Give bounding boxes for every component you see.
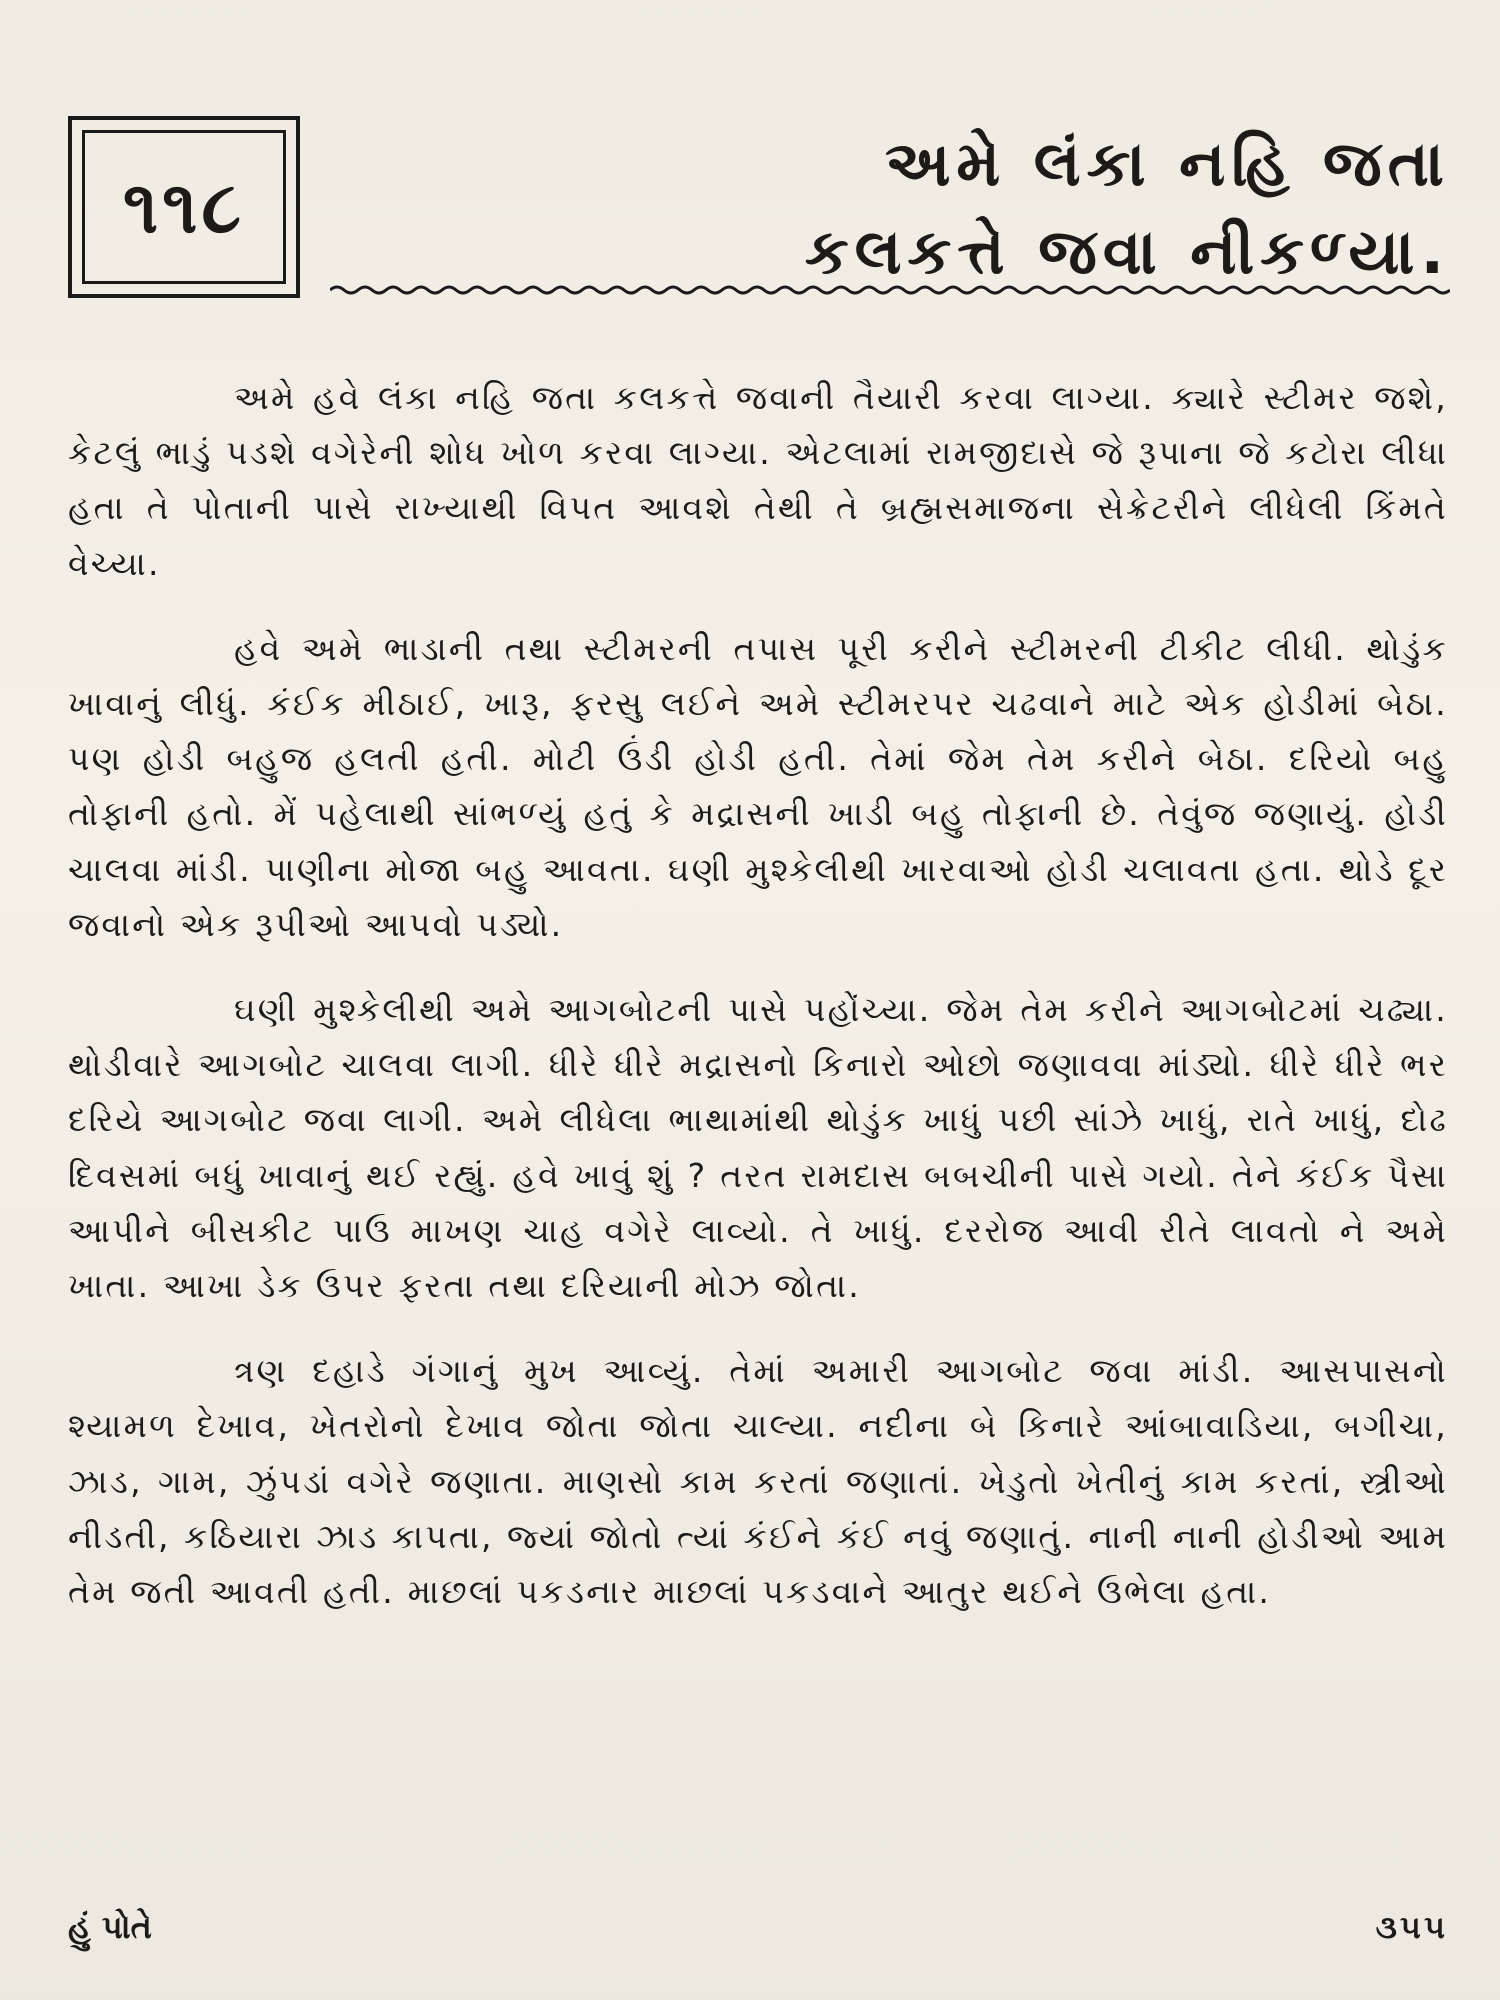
chapter-number-box [68,116,300,298]
paragraph-4: ત્રણ દહાડે ગંગાનું મુખ આવ્યું. તેમાં અમારી આગબોટ જવા માંડી. આસપાસનો શ્યામળ દેખાવ, ખેતરોનો દેખાવ જોતા જોતા ચાલ્યા. નદીના બે કિનારે આંબાવાડિયા, બગીચા, ઝાડ, ગામ, ઝુંપડાં વગેરે જણાતા. માણસો કામ કરતાં જણાતાં. ખેડુતો ખેતીનું કામ કરતાં, સ્ત્રીઓ નીડતી, કઠિયારા ઝાડ કાપતા, જ્યાં જોતો ત્યાં કંઈને કંઈ નવું જણાતું. નાની નાની હોડીઓ આમ તેમ જતી આવતી હતી. માછલાં પકડનાર માછલાં પકડવાને આતુર થઈને ઉભેલા હતા. [68,1351,1448,1612]
chapter-title-line-1: અમે લંકા નહિ જતા [884,127,1450,200]
chapter-number-inner-frame [82,130,286,284]
chapter-number: ૧૧૮ [122,165,246,249]
chapter-title [370,120,1450,296]
paragraph-2: હવે અમે ભાડાની તથા સ્ટીમરની તપાસ પૂરી કરીને સ્ટીમરની ટીકીટ લીધી. થોડુંક ખાવાનું લીધું. કંઈક મીઠાઈ, ખારૂ, ફરસુ લઈને અમે સ્ટીમરપર ચઢવાને માટે એક હોડીમાં બેઠા. પણ હોડી બહુજ હલતી હતી. મોટી ઉંડી હોડી હતી. તેમાં જેમ તેમ કરીને બેઠા. દરિયો બહુ તોફાની હતો. મેં પહેલાથી સાંભળ્યું હતું કે મદ્રાસની ખાડી બહુ તોફાની છે. તેવુંજ જણાયું. હોડી ચાલવા માંડી. પાણીના મોજા બહુ આવતા. ઘણી મુશ્કેલીથી ખારવાઓ હોડી ચલાવતા હતા. થોડે દૂર જવાનો એક રૂપીઓ આપવો પડ્યો. [68,628,1448,944]
chapter-title-line-2: કલકત્તે જવા નીકળ્યા. [804,215,1450,288]
paragraph-1: અમે હવે લંકા નહિ જતા કલકત્તે જવાની તૈયારી કરવા લાગ્યા. ક્યારે સ્ટીમર જશે, કેટલું ભાડું પડશે વગેરેની શોધ ખોળ કરવા લાગ્યા. એટલામાં રામજીદાસે જે રૂપાના જે કટોરા લીધા હતા તે પોતાની પાસે રાખ્યાથી વિપત આવશે તેથી તે બ્રહ્મસમાજના સેક્રેટરીને લીધેલી કિંમતે વેચ્યા. [68,378,1448,583]
chapter-body [68,370,1448,1649]
page-number: ૩૫૫ [1375,1908,1448,1946]
paragraph-3: ઘણી મુશ્કેલીથી અમે આગબોટની પાસે પહોંચ્યા. જેમ તેમ કરીને આગબોટમાં ચઢ્યા. થોડીવારે આગબોટ ચાલવા લાગી. ધીરે ધીરે મદ્રાસનો કિનારો ઓછો જણાવવા માંડ્યો. ધીરે ધીરે ભર દરિયે આગબોટ જવા લાગી. અમે લીધેલા ભાથામાંથી થોડુંક ખાધું પછી સાંઝે ખાધું, રાતે ખાધું, દોઢ દિવસમાં બધું ખાવાનું થઈ રહ્યું. હવે ખાવું શું ? તરત રામદાસ બબચીની પાસે ગયો. તેને કંઈક પૈસા આપીને બીસકીટ પાઉ માખણ ચાહ વગેરે લાવ્યો. તે ખાધું. દરરોજ આવી રીતે લાવતો ને અમે ખાતા. આખા ડેક ઉપર ફરતા તથા દરિયાની મોઝ જોતા. [68,990,1448,1306]
running-footer-book-title: હું પોતે [68,1908,152,1946]
title-wavy-rule [330,282,1450,298]
